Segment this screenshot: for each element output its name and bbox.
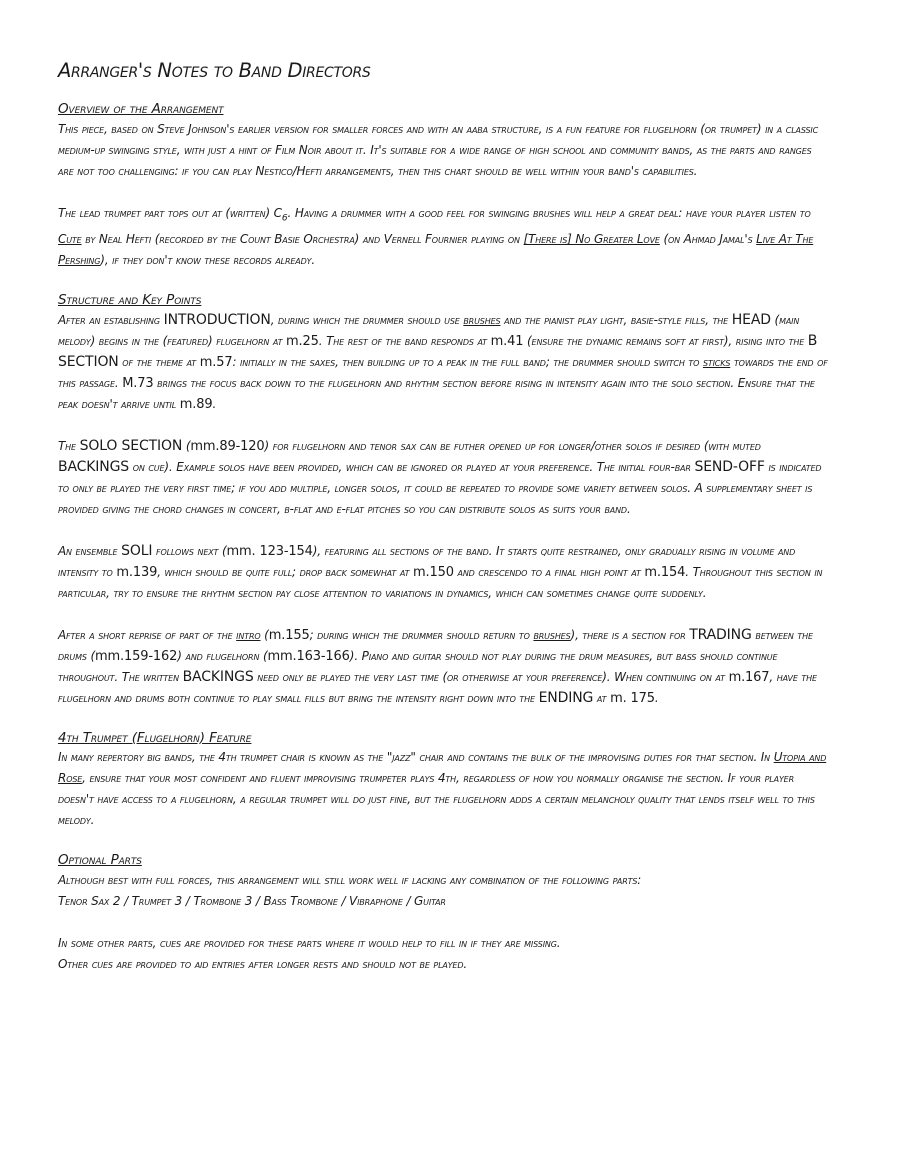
section-heading-feature: 4th Trumpet (Flugelhorn) Feature: [58, 729, 252, 746]
optional-paragraph-2: In some other parts, cues are provided for these parts where it would help to fill in if they are missing.: [58, 935, 561, 950]
section-heading-structure: Structure and Key Points: [58, 292, 202, 309]
title-utopia-and-rose: Utopia and Rose: [58, 750, 827, 786]
record-title-live-at-the-pershing: Live At The Pershing: [58, 232, 814, 268]
structure-paragraph-2: The SOLO SECTION (mm.89-120) for flugelhorn and tenor sax can be futher opened up for longer/other solos if desired (with muted BACKINGS on cue). Example solos have been provided, which can be ignored or played at your preference. The initial four-bar SEND-OFF is indicated to only be played the very first time; if you add multiple, longer solos, it could be repeated to provide some variety between solos. A supplementary sheet is provided giving the chord changes in concert, b-flat and e-flat pitches so you can distribute solos as suits your band.: [58, 437, 822, 516]
record-title-cute: Cute: [58, 232, 82, 247]
optional-parts-list: Tenor Sax 2 / Trumpet 3 / Trombone 3 / Bass Trombone / Vibraphone / Guitar: [58, 893, 446, 908]
overview-paragraph-1: This piece, based on Steve Johnson's earlier version for smaller forces and with an aaba structure, is a fun feature for flugelhorn (or trumpet) in a classic medium-up swinging style, with just a hint of Film Noir about it. It's suitable for a wide range of high school and community bands, as the parts and ranges are not too challenging: if you can play Nestico/Hefti arrangements, then this chart should be well within your band's capabilities.: [58, 121, 819, 178]
page-title: Arranger's Notes to Band Directors: [58, 59, 371, 82]
section-heading-overview: Overview of the Arrangement: [58, 101, 224, 118]
section-heading-optional: Optional Parts: [58, 852, 142, 869]
structure-paragraph-4: After a short reprise of part of the intro (m.155; during which the drummer should return to brushes), there is a section for TRADING between the drums (mm.159-162) and flugelhorn (mm.163-166). Piano and guitar should not play during the drum measures, but bass should continue throughout. The written BACKINGS need only be played the very last time (or otherwise at your preference). When continuing on at m.167, have the flugelhorn and drums both continue to play small fills but bring the intensity right down into the ENDING at m. 175.: [58, 626, 817, 706]
structure-paragraph-3: An ensemble SOLI follows next (mm. 123-154), featuring all sections of the band. It starts quite restrained, only gradually rising in volume and intensity to m.139, which should be quite full; drop back somewhat at m.150 and crescendo to a final high point at m.154. Throughout this section in particular, try to ensure the rhythm section pay close attention to variations in dynamics, which can sometimes change quite suddenly.: [58, 542, 823, 600]
record-title-no-greater-love: [There is] No Greater Love: [523, 232, 660, 247]
optional-paragraph-1: Although best with full forces, this arrangement will still work well if lacking any combination of the following parts:: [58, 872, 642, 887]
feature-paragraph-1: In many repertory big bands, the 4th trumpet chair is known as the "jazz" chair and contains the bulk of the improvising duties for that section. In Utopia and Rose, ensure that your most confident and fluent improvising trumpeter plays 4th, regardless of how you normally organise the section. If your player doesn't have access to a flugelhorn, a regular trumpet will do just fine, but the flugelhorn adds a certain melancholy quality that lends itself well to this melody.: [58, 750, 827, 828]
overview-paragraph-2: The lead trumpet part tops out at (written) $C_6$. Having a drummer with a good feel for swinging brushes will help a great deal: have your player listen to Cute by Neal Hefti (recorded by the Count Basie Orchestra) and Vernell Fournier playing on [There is] No Greater Love (on Ahmad Jamal's Live At The Pershing), if they don't know these records already.: [58, 205, 814, 268]
optional-paragraph-3: Other cues are provided to aid entries after longer rests and should not be played.: [58, 956, 468, 971]
document-page: [58, 58, 828, 975]
structure-paragraph-1: After an establishing INTRODUCTION, during which the drummer should use brushes and the pianist play light, basie-style fills, the HEAD (main melody) begins in the (featured) flugelhorn at m.25. The rest of the band responds at m.41 (ensure the dynamic remains soft at first), rising into the B SECTION of the theme at m.57: initially in the saxes, then building up to a peak in the full band; the drummer should switch to sticks towards the end of this passage. M.73 brings the focus back down to the flugelhorn and rhythm section before rising in intensity again into the solo section. Ensure that the peak doesn't arrive until m.89.: [58, 311, 828, 412]
